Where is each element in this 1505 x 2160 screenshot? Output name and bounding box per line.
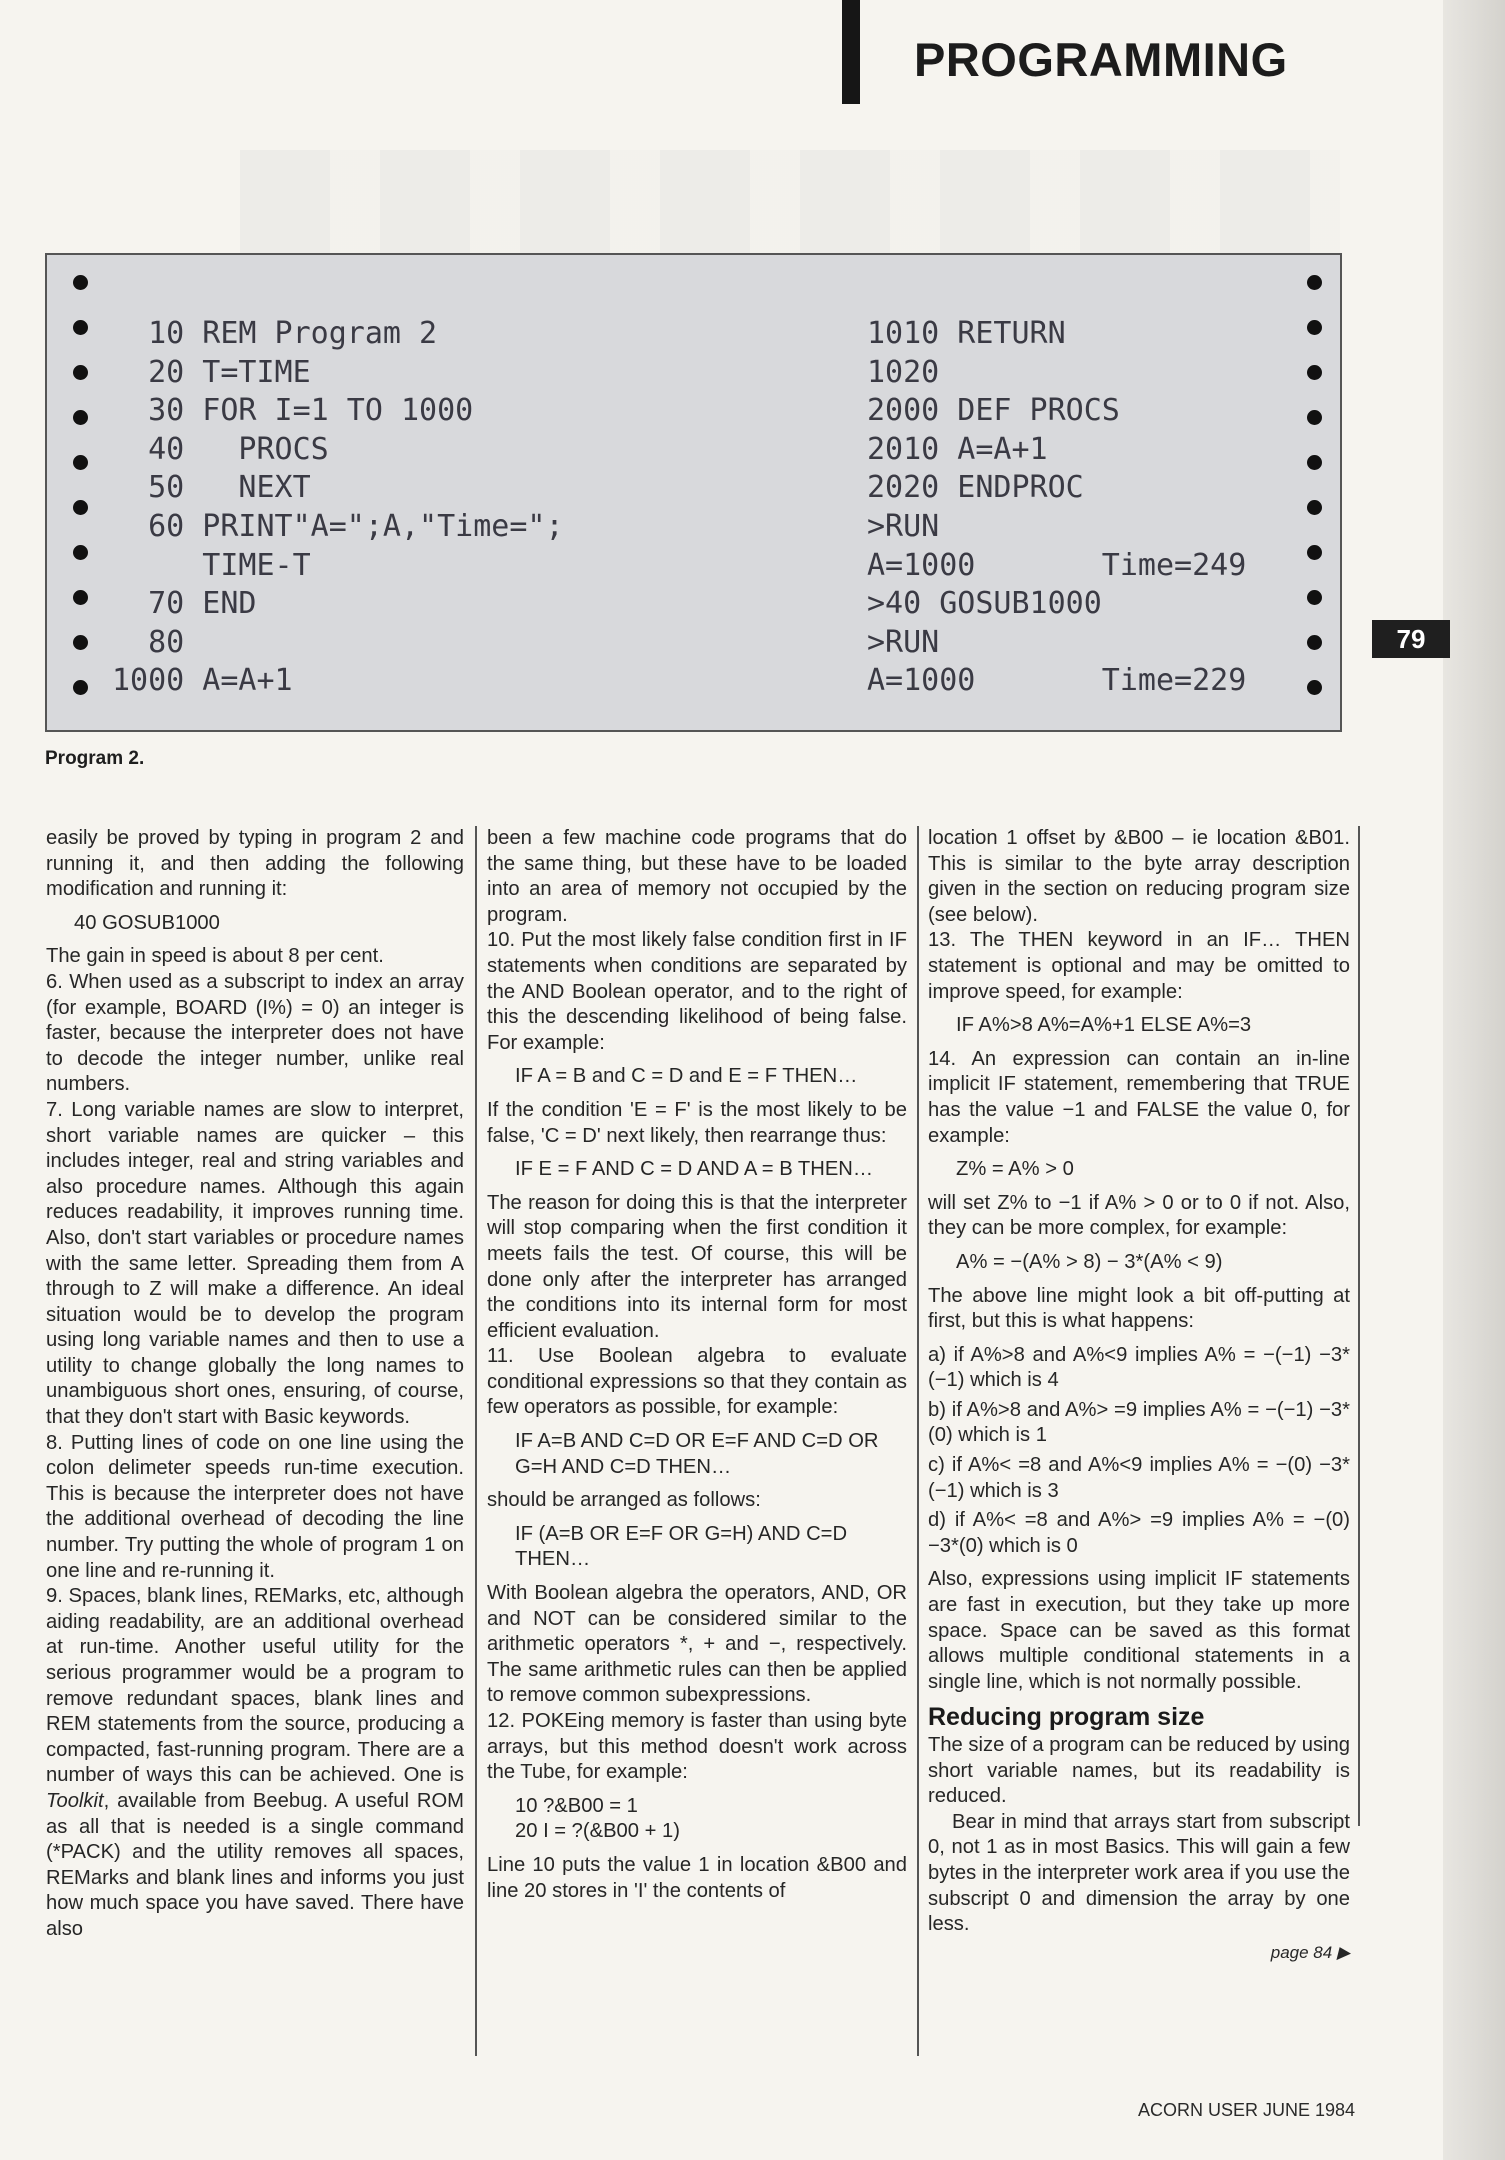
- paragraph: The reason for doing this is that the interpreter will stop comparing when the first condition it meets fails the test. Of course, this will be done only after the interpreter has arranged the conditions into its internal form for most efficient evaluation.: [487, 1191, 907, 1342]
- code-line: 30 FOR I=1 TO 1000: [112, 393, 474, 429]
- text-run: , available from Beebug. A useful ROM as all that is needed is a single command (*PACK) and the utility removes all spaces, REMarks and blank lines and informs you just how much space you have saved. There have also: [46, 1789, 464, 1940]
- code-line: 1020: [867, 354, 940, 390]
- code-line: A=1000 Time=249: [867, 547, 1247, 583]
- paragraph: will set Z% to −1 if A% > 0 or to 0 if not. Also, they can be more complex, for example:: [928, 1191, 1350, 1240]
- perforation-hole: [1307, 545, 1322, 560]
- program-listing-box: [45, 253, 1342, 732]
- paragraph: The above line might look a bit off-putting at first, but this is what happens:: [928, 1284, 1350, 1333]
- article-column-2: [487, 826, 907, 1904]
- code-line: 50 NEXT: [112, 470, 311, 506]
- case-item: b) if A%>8 and A%> =9 implies A% = −(−1) −3*(0) which is 1: [928, 1398, 1350, 1447]
- code-line: 70 END: [112, 586, 257, 622]
- paragraph: 11. Use Boolean algebra to evaluate conditional expressions so that they contain as few operators as possible, for example:: [487, 1345, 907, 1419]
- code-snippet: 10 ?&B00 = 1: [515, 1794, 638, 1817]
- code-snippet: Z% = A% > 0: [956, 1158, 1074, 1181]
- perforation-hole: [73, 590, 88, 605]
- perforation-hole: [73, 320, 88, 335]
- code-line: >40 GOSUB1000: [867, 586, 1102, 622]
- code-line: 20 T=TIME: [112, 354, 311, 390]
- perforation-right: [1307, 275, 1322, 695]
- paragraph: location 1 offset by &B00 – ie location &B01. This is similar to the byte array description given in the section on reducing program size (see below).: [928, 827, 1350, 926]
- perforation-hole: [73, 410, 88, 425]
- paragraph: 6. When used as a subscript to index an array (for example, BOARD (I%) = 0) an integer is faster, because the interpreter does not have to decode the integer number, unlike real numbers.: [46, 970, 464, 1096]
- perforation-hole: [1307, 455, 1322, 470]
- paragraph: 7. Long variable names are slow to interpret, short variable names are quicker – this includes integer, real and string variables and also procedure names. Although this again reduces readability, it improves running time. Also, don't start variables or procedure names with the same letter. Spreading them from A through to Z will make a difference. An ideal situation would be to develop the program using long variable names and then to use a utility to change globally the long names to unambiguous short ones, ensuring, of course, that they don't start with Basic keywords.: [46, 1098, 464, 1429]
- case-item: d) if A%< =8 and A%> =9 implies A% = −(0) −3*(0) which is 0: [928, 1509, 1350, 1557]
- continued-page-reference: page 84 ▶: [1270, 1942, 1350, 1962]
- paragraph: Bear in mind that arrays start from subscript 0, not 1 as in most Basics. This will gain a few bytes in the interpreter work area if you use the subscript 0 and dimension the array by one less.: [928, 1810, 1350, 1936]
- case-item: a) if A%>8 and A%<9 implies A% = −(−1) −3*(−1) which is 4: [928, 1343, 1350, 1392]
- code-snippet: IF A=B AND C=D OR E=F AND C=D OR G=H AND C=D THEN…: [515, 1430, 879, 1478]
- code-line: A=1000 Time=229: [867, 663, 1247, 699]
- code-line: 2010 A=A+1: [867, 431, 1048, 467]
- paragraph: 12. POKEing memory is faster than using byte arrays, but this method doesn't work across the Tube, for example:: [487, 1710, 907, 1784]
- code-line: 10 REM Program 2: [112, 316, 438, 351]
- paragraph: The size of a program can be reduced by using short variable names, but its readability is reduced.: [928, 1734, 1350, 1808]
- code-line: 80: [112, 624, 185, 660]
- paragraph: 14. An expression can contain an in-line implicit IF statement, remembering that TRUE has the value −1 and FALSE the value 0, for example:: [928, 1047, 1350, 1147]
- code-snippet: 20 I = ?(&B00 + 1): [515, 1820, 680, 1843]
- code-line: TIME-T: [112, 547, 311, 583]
- code-line: 2020 ENDPROC: [867, 470, 1084, 506]
- column-rule: [475, 826, 477, 2056]
- code-line: 2000 DEF PROCS: [867, 393, 1120, 429]
- code-line: >RUN: [867, 508, 940, 544]
- code-line: 60 PRINT"A=";A,"Time=";: [112, 508, 564, 544]
- background-ghost-print: [240, 150, 1340, 260]
- perforation-hole: [1307, 320, 1322, 335]
- perforation-left: [73, 275, 88, 695]
- perforation-hole: [1307, 590, 1322, 605]
- paragraph: Line 10 puts the value 1 in location &B00 and line 20 stores in 'I' the contents of: [487, 1853, 907, 1902]
- column-rule: [917, 826, 919, 2056]
- paragraph: The gain in speed is about 8 per cent.: [46, 945, 384, 968]
- perforation-hole: [1307, 680, 1322, 695]
- program-caption: Program 2.: [45, 748, 145, 769]
- article-column-3: [928, 826, 1350, 1965]
- section-title: PROGRAMMING: [914, 33, 1288, 86]
- section-heading: Reducing program size: [928, 1703, 1205, 1732]
- text-run: 9. Spaces, blank lines, REMarks, etc, although aiding readability, are an additional overhead at run-time. Another useful utility for the serious programmer would be a program to remove redundant spaces, blank lines and REM statements from the source, producing a compacted, fast-running program. There are a number of ways this can be achieved. One is: [46, 1585, 464, 1787]
- code-listing-left: [112, 315, 564, 701]
- perforation-hole: [73, 635, 88, 650]
- code-snippet: IF A = B and C = D and E = F THEN…: [515, 1065, 858, 1088]
- perforation-hole: [73, 275, 88, 290]
- column-rule: [1358, 826, 1360, 1826]
- code-snippet: IF A%>8 A%=A%+1 ELSE A%=3: [956, 1014, 1252, 1037]
- perforation-hole: [1307, 410, 1322, 425]
- paragraph: [46, 1584, 464, 1942]
- paragraph: should be arranged as follows:: [487, 1489, 761, 1512]
- italic-title: Toolkit: [46, 1789, 104, 1812]
- code-snippet: 40 GOSUB1000: [74, 911, 220, 934]
- paragraph: 13. The THEN keyword in an IF… THEN statement is optional and may be omitted to improve speed, for example:: [928, 929, 1350, 1003]
- header-bar: [842, 0, 860, 104]
- perforation-hole: [1307, 365, 1322, 380]
- paragraph: Also, expressions using implicit IF statements are fast in execution, but they take up more space. Space can be saved as this format allows multiple conditional statements in a single line, which is not normally possible.: [928, 1568, 1350, 1693]
- code-line: 1010 RETURN: [867, 316, 1066, 351]
- code-line: 40 PROCS: [112, 431, 329, 467]
- paragraph: 10. Put the most likely false condition first in IF statements when conditions are separated by the AND Boolean operator, and to the right of this the descending likelihood of being false. For example:: [487, 929, 907, 1054]
- paragraph: If the condition 'E = F' is the most likely to be false, 'C = D' next likely, then rearrange thus:: [487, 1098, 907, 1147]
- perforation-hole: [1307, 275, 1322, 290]
- case-item: c) if A%< =8 and A%<9 implies A% = −(0) −3*(−1) which is 3: [928, 1454, 1350, 1502]
- paragraph: With Boolean algebra the operators, AND, OR and NOT can be considered similar to the arithmetic operators *, + and −, respectively. The same arithmetic rules can then be applied to remove common subexpressions.: [487, 1582, 907, 1707]
- code-snippet: IF E = F AND C = D AND A = B THEN…: [515, 1158, 874, 1181]
- perforation-hole: [1307, 500, 1322, 515]
- code-line: >RUN: [867, 624, 940, 660]
- perforation-hole: [1307, 635, 1322, 650]
- paragraph: been a few machine code programs that do the same thing, but these have to be loaded into an area of memory not occupied by the program.: [487, 827, 907, 926]
- perforation-hole: [73, 455, 88, 470]
- page-spine: [1443, 0, 1505, 2160]
- paragraph: 8. Putting lines of code on one line using the colon delimeter speeds run-time execution. This is because the interpreter does not have the additional overhead of decoding the line number. Try putting the whole of program 1 on one line and re-running it.: [46, 1431, 464, 1582]
- paragraph: easily be proved by typing in program 2 and running it, and then adding the following modification and running it:: [46, 827, 464, 901]
- issue-footer: ACORN USER JUNE 1984: [1138, 2100, 1356, 2120]
- code-line: 1000 A=A+1: [112, 663, 293, 699]
- code-snippet: IF (A=B OR E=F OR G=H) AND C=D THEN…: [515, 1522, 848, 1571]
- perforation-hole: [73, 365, 88, 380]
- page-number-tab: 79: [1372, 620, 1450, 658]
- code-listing-right: [867, 315, 1246, 701]
- perforation-hole: [73, 545, 88, 560]
- perforation-hole: [73, 500, 88, 515]
- code-snippet: A% = −(A% > 8) − 3*(A% < 9): [956, 1250, 1223, 1273]
- perforation-hole: [73, 680, 88, 695]
- article-column-1: [46, 826, 464, 1943]
